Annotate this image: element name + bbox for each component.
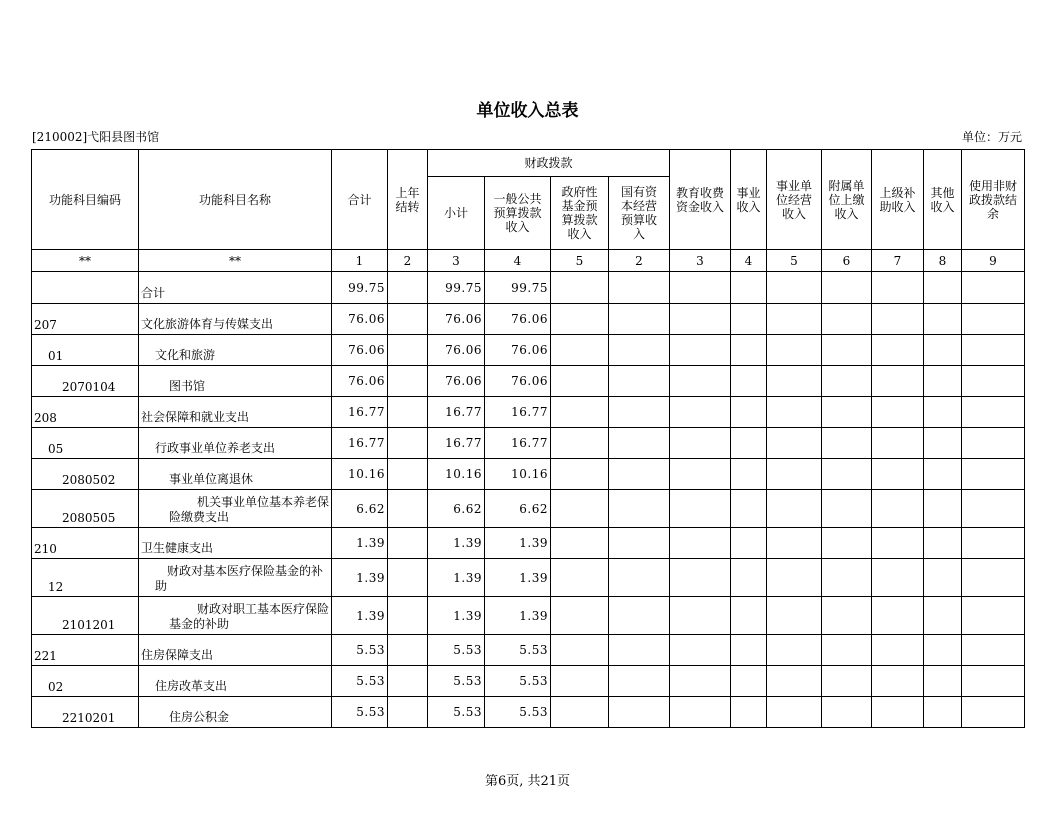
table-row	[32, 335, 1025, 366]
non-fiscal-cell	[962, 366, 1025, 397]
education-cell	[670, 697, 731, 728]
superior-cell	[872, 666, 924, 697]
operating-cell	[767, 597, 822, 635]
unit-name: [210002]弋阳县图书馆	[32, 130, 160, 144]
other-cell	[924, 459, 962, 490]
index-cell: 1	[332, 250, 388, 272]
operating-cell	[767, 559, 822, 597]
gov-fund-cell	[551, 559, 609, 597]
affiliated-cell	[822, 490, 872, 528]
superior-cell	[872, 559, 924, 597]
carryover-cell	[388, 304, 428, 335]
general-budget-cell: 1.39	[485, 528, 551, 559]
code-cell: 208	[32, 397, 139, 428]
subtotal-cell: 6.62	[428, 490, 485, 528]
state-capital-cell	[609, 697, 670, 728]
table-row	[32, 397, 1025, 428]
carryover-cell	[388, 366, 428, 397]
subtotal-cell: 1.39	[428, 559, 485, 597]
header-gov-fund: 政府性基金预算拨款收入	[551, 177, 609, 250]
other-cell	[924, 697, 962, 728]
business-cell	[731, 697, 767, 728]
header-superior: 上级补助收入	[872, 150, 924, 250]
subtotal-cell: 76.06	[428, 335, 485, 366]
affiliated-cell	[822, 428, 872, 459]
carryover-cell	[388, 490, 428, 528]
header-operating: 事业单位经营收入	[767, 150, 822, 250]
index-row	[32, 250, 1025, 272]
superior-cell	[872, 459, 924, 490]
state-capital-cell	[609, 597, 670, 635]
code-cell: 2080502	[32, 459, 139, 490]
code-cell: 2080505	[32, 490, 139, 528]
gov-fund-cell	[551, 366, 609, 397]
name-cell: 图书馆	[139, 366, 332, 397]
index-cell: 4	[485, 250, 551, 272]
gov-fund-cell	[551, 528, 609, 559]
general-budget-cell: 76.06	[485, 304, 551, 335]
non-fiscal-cell	[962, 559, 1025, 597]
header-carryover: 上年结转	[388, 150, 428, 250]
general-budget-cell: 16.77	[485, 397, 551, 428]
subtotal-cell: 16.77	[428, 397, 485, 428]
code-cell: 210	[32, 528, 139, 559]
header-name: 功能科目名称	[139, 150, 332, 250]
name-cell: 文化和旅游	[139, 335, 332, 366]
non-fiscal-cell	[962, 490, 1025, 528]
total-cell: 76.06	[332, 335, 388, 366]
non-fiscal-cell	[962, 528, 1025, 559]
code-cell: 2210201	[32, 697, 139, 728]
affiliated-cell	[822, 528, 872, 559]
table-row	[32, 528, 1025, 559]
index-cell: 6	[822, 250, 872, 272]
operating-cell	[767, 635, 822, 666]
state-capital-cell	[609, 528, 670, 559]
affiliated-cell	[822, 459, 872, 490]
business-cell	[731, 597, 767, 635]
operating-cell	[767, 397, 822, 428]
unit-label: 单位：万元	[961, 130, 1022, 144]
superior-cell	[872, 697, 924, 728]
index-cell: 7	[872, 250, 924, 272]
subtotal-cell: 1.39	[428, 528, 485, 559]
business-cell	[731, 428, 767, 459]
operating-cell	[767, 666, 822, 697]
general-budget-cell: 6.62	[485, 490, 551, 528]
header-state-capital: 国有资本经营预算收入	[609, 177, 670, 250]
affiliated-cell	[822, 666, 872, 697]
carryover-cell	[388, 697, 428, 728]
name-cell: 住房保障支出	[139, 635, 332, 666]
education-cell	[670, 666, 731, 697]
business-cell	[731, 397, 767, 428]
index-cell: 2	[609, 250, 670, 272]
carryover-cell	[388, 666, 428, 697]
business-cell	[731, 304, 767, 335]
code-cell: 207	[32, 304, 139, 335]
code-cell: 05	[32, 428, 139, 459]
header-fiscal: 财政拨款	[428, 150, 670, 177]
general-budget-cell: 5.53	[485, 697, 551, 728]
affiliated-cell	[822, 559, 872, 597]
state-capital-cell	[609, 397, 670, 428]
operating-cell	[767, 272, 822, 304]
affiliated-cell	[822, 304, 872, 335]
table-row	[32, 272, 1025, 304]
general-budget-cell: 5.53	[485, 635, 551, 666]
carryover-cell	[388, 597, 428, 635]
state-capital-cell	[609, 272, 670, 304]
state-capital-cell	[609, 490, 670, 528]
total-cell: 99.75	[332, 272, 388, 304]
non-fiscal-cell	[962, 272, 1025, 304]
education-cell	[670, 459, 731, 490]
carryover-cell	[388, 559, 428, 597]
gov-fund-cell	[551, 635, 609, 666]
table-row	[32, 666, 1025, 697]
index-cell: **	[139, 250, 332, 272]
other-cell	[924, 528, 962, 559]
affiliated-cell	[822, 635, 872, 666]
state-capital-cell	[609, 635, 670, 666]
subtotal-cell: 5.53	[428, 635, 485, 666]
business-cell	[731, 366, 767, 397]
non-fiscal-cell	[962, 397, 1025, 428]
header-business: 事业收入	[731, 150, 767, 250]
non-fiscal-cell	[962, 459, 1025, 490]
total-cell: 16.77	[332, 428, 388, 459]
non-fiscal-cell	[962, 635, 1025, 666]
index-cell: **	[32, 250, 139, 272]
general-budget-cell: 76.06	[485, 335, 551, 366]
header-non-fiscal: 使用非财政拨款结余	[962, 150, 1025, 250]
carryover-cell	[388, 335, 428, 366]
education-cell	[670, 304, 731, 335]
gov-fund-cell	[551, 272, 609, 304]
total-cell: 76.06	[332, 366, 388, 397]
business-cell	[731, 459, 767, 490]
operating-cell	[767, 490, 822, 528]
table-row	[32, 459, 1025, 490]
total-cell: 1.39	[332, 597, 388, 635]
total-cell: 5.53	[332, 666, 388, 697]
gov-fund-cell	[551, 597, 609, 635]
header-education: 教育收费资金收入	[670, 150, 731, 250]
gov-fund-cell	[551, 459, 609, 490]
state-capital-cell	[609, 666, 670, 697]
business-cell	[731, 490, 767, 528]
other-cell	[924, 304, 962, 335]
general-budget-cell: 1.39	[485, 597, 551, 635]
operating-cell	[767, 366, 822, 397]
table-row	[32, 428, 1025, 459]
state-capital-cell	[609, 335, 670, 366]
superior-cell	[872, 304, 924, 335]
state-capital-cell	[609, 304, 670, 335]
superior-cell	[872, 272, 924, 304]
index-cell: 9	[962, 250, 1025, 272]
subtotal-cell: 5.53	[428, 666, 485, 697]
page-footer: 第6页, 共21页	[484, 774, 571, 789]
business-cell	[731, 272, 767, 304]
other-cell	[924, 366, 962, 397]
gov-fund-cell	[551, 697, 609, 728]
code-cell: 02	[32, 666, 139, 697]
other-cell	[924, 666, 962, 697]
carryover-cell	[388, 428, 428, 459]
operating-cell	[767, 459, 822, 490]
affiliated-cell	[822, 272, 872, 304]
subtotal-cell: 10.16	[428, 459, 485, 490]
table-row	[32, 304, 1025, 335]
non-fiscal-cell	[962, 597, 1025, 635]
gov-fund-cell	[551, 304, 609, 335]
index-cell: 5	[767, 250, 822, 272]
table-row	[32, 559, 1025, 597]
superior-cell	[872, 528, 924, 559]
carryover-cell	[388, 528, 428, 559]
state-capital-cell	[609, 459, 670, 490]
operating-cell	[767, 697, 822, 728]
subtotal-cell: 5.53	[428, 697, 485, 728]
general-budget-cell: 1.39	[485, 559, 551, 597]
name-cell: 社会保障和就业支出	[139, 397, 332, 428]
education-cell	[670, 559, 731, 597]
name-cell: 住房公积金	[139, 697, 332, 728]
name-cell: 财政对基本医疗保险基金的补助	[139, 559, 332, 597]
code-cell: 12	[32, 559, 139, 597]
subtotal-cell: 16.77	[428, 428, 485, 459]
state-capital-cell	[609, 428, 670, 459]
subtotal-cell: 76.06	[428, 366, 485, 397]
operating-cell	[767, 528, 822, 559]
income-summary-table	[31, 149, 1025, 728]
index-cell: 3	[428, 250, 485, 272]
business-cell	[731, 635, 767, 666]
gov-fund-cell	[551, 335, 609, 366]
general-budget-cell: 5.53	[485, 666, 551, 697]
education-cell	[670, 272, 731, 304]
education-cell	[670, 366, 731, 397]
header-code: 功能科目编码	[32, 150, 139, 250]
superior-cell	[872, 335, 924, 366]
superior-cell	[872, 635, 924, 666]
name-cell: 事业单位离退休	[139, 459, 332, 490]
other-cell	[924, 397, 962, 428]
education-cell	[670, 335, 731, 366]
business-cell	[731, 666, 767, 697]
name-cell: 行政事业单位养老支出	[139, 428, 332, 459]
other-cell	[924, 559, 962, 597]
page-title: 单位收入总表	[476, 101, 579, 121]
education-cell	[670, 597, 731, 635]
affiliated-cell	[822, 397, 872, 428]
affiliated-cell	[822, 335, 872, 366]
general-budget-cell: 99.75	[485, 272, 551, 304]
subtotal-cell: 76.06	[428, 304, 485, 335]
index-cell: 4	[731, 250, 767, 272]
name-cell: 卫生健康支出	[139, 528, 332, 559]
carryover-cell	[388, 635, 428, 666]
table-row	[32, 697, 1025, 728]
education-cell	[670, 397, 731, 428]
name-cell: 合计	[139, 272, 332, 304]
non-fiscal-cell	[962, 304, 1025, 335]
total-cell: 5.53	[332, 697, 388, 728]
header-subtotal: 小计	[428, 177, 485, 250]
other-cell	[924, 490, 962, 528]
total-cell: 1.39	[332, 528, 388, 559]
table-row	[32, 597, 1025, 635]
business-cell	[731, 335, 767, 366]
superior-cell	[872, 428, 924, 459]
state-capital-cell	[609, 559, 670, 597]
header-general: 一般公共预算拨款收入	[485, 177, 551, 250]
code-cell	[32, 272, 139, 304]
index-cell: 2	[388, 250, 428, 272]
gov-fund-cell	[551, 397, 609, 428]
operating-cell	[767, 428, 822, 459]
total-cell: 10.16	[332, 459, 388, 490]
non-fiscal-cell	[962, 428, 1025, 459]
non-fiscal-cell	[962, 335, 1025, 366]
superior-cell	[872, 597, 924, 635]
carryover-cell	[388, 272, 428, 304]
general-budget-cell: 10.16	[485, 459, 551, 490]
affiliated-cell	[822, 597, 872, 635]
operating-cell	[767, 304, 822, 335]
code-cell: 221	[32, 635, 139, 666]
total-cell: 16.77	[332, 397, 388, 428]
total-cell: 1.39	[332, 559, 388, 597]
header-other: 其他收入	[924, 150, 962, 250]
index-cell: 3	[670, 250, 731, 272]
subtotal-cell: 99.75	[428, 272, 485, 304]
superior-cell	[872, 366, 924, 397]
other-cell	[924, 635, 962, 666]
carryover-cell	[388, 459, 428, 490]
total-cell: 5.53	[332, 635, 388, 666]
affiliated-cell	[822, 366, 872, 397]
non-fiscal-cell	[962, 697, 1025, 728]
table-row	[32, 635, 1025, 666]
carryover-cell	[388, 397, 428, 428]
education-cell	[670, 528, 731, 559]
total-cell: 6.62	[332, 490, 388, 528]
code-cell: 2101201	[32, 597, 139, 635]
gov-fund-cell	[551, 428, 609, 459]
business-cell	[731, 559, 767, 597]
affiliated-cell	[822, 697, 872, 728]
index-cell: 8	[924, 250, 962, 272]
name-cell: 机关事业单位基本养老保险缴费支出	[139, 490, 332, 528]
education-cell	[670, 428, 731, 459]
table-row	[32, 366, 1025, 397]
education-cell	[670, 490, 731, 528]
gov-fund-cell	[551, 666, 609, 697]
header-total: 合计	[332, 150, 388, 250]
superior-cell	[872, 490, 924, 528]
business-cell	[731, 528, 767, 559]
superior-cell	[872, 397, 924, 428]
name-cell: 住房改革支出	[139, 666, 332, 697]
other-cell	[924, 428, 962, 459]
total-cell: 76.06	[332, 304, 388, 335]
name-cell: 文化旅游体育与传媒支出	[139, 304, 332, 335]
other-cell	[924, 272, 962, 304]
state-capital-cell	[609, 366, 670, 397]
index-cell: 5	[551, 250, 609, 272]
code-cell: 2070104	[32, 366, 139, 397]
name-cell: 财政对职工基本医疗保险基金的补助	[139, 597, 332, 635]
gov-fund-cell	[551, 490, 609, 528]
education-cell	[670, 635, 731, 666]
table-row	[32, 490, 1025, 528]
other-cell	[924, 597, 962, 635]
header-affiliated: 附属单位上缴收入	[822, 150, 872, 250]
subtotal-cell: 1.39	[428, 597, 485, 635]
code-cell: 01	[32, 335, 139, 366]
non-fiscal-cell	[962, 666, 1025, 697]
general-budget-cell: 16.77	[485, 428, 551, 459]
general-budget-cell: 76.06	[485, 366, 551, 397]
other-cell	[924, 335, 962, 366]
operating-cell	[767, 335, 822, 366]
